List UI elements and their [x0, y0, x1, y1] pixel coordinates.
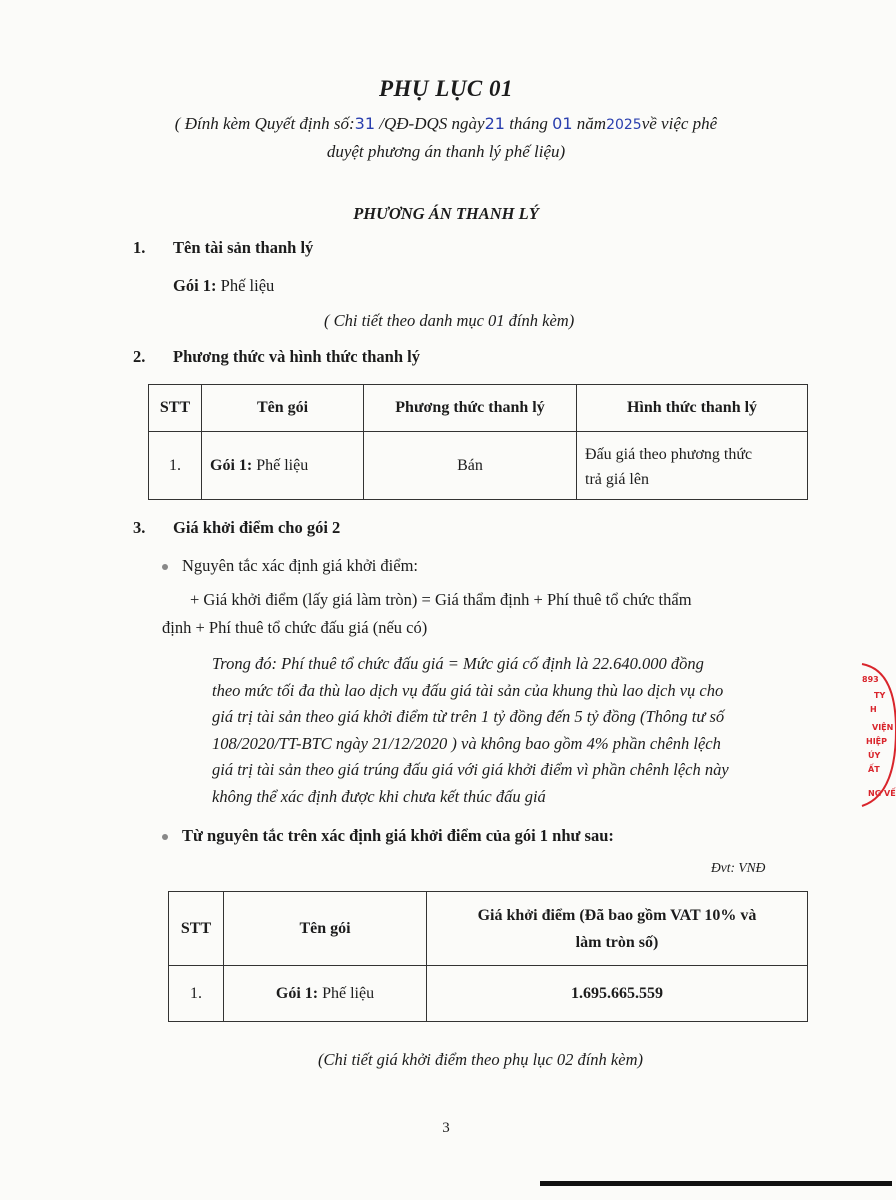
decision-reference-line-2: duyệt phương án thanh lý phế liệu) — [326, 142, 566, 161]
package-label: Gói 1: — [173, 276, 217, 295]
red-stamp — [846, 660, 896, 810]
section-1-package — [173, 276, 274, 296]
header-package-name: Tên gói — [224, 892, 427, 966]
header-disposal-method: Phương thức thanh lý — [364, 385, 577, 432]
page-title: PHỤ LỤC 01 — [378, 76, 514, 101]
header-stt: STT — [149, 385, 202, 432]
disposal-method-table — [148, 384, 808, 500]
header-starting-price — [427, 892, 808, 966]
cell-package-label: Gói 1: — [210, 456, 253, 474]
section-3-number: 3. — [133, 518, 146, 537]
cell-starting-price: 1.695.665.559 — [427, 966, 808, 1022]
handwritten-month: 01 — [552, 114, 573, 133]
handwritten-year: 2025 — [606, 117, 642, 133]
table-row — [149, 432, 808, 500]
cell-stt: 1. — [169, 966, 224, 1022]
cell-form-line-2: trả giá lên — [585, 470, 649, 488]
cell-stt: 1. — [149, 432, 202, 500]
scan-edge-bar — [540, 1181, 892, 1186]
principle-text: Nguyên tắc xác định giá khởi điểm: — [182, 556, 418, 575]
bullet-icon — [162, 834, 168, 840]
cell-form — [577, 432, 808, 500]
stamp-text: VIỆN — [872, 723, 894, 732]
explanation-line: giá trị tài sản theo giá khởi điểm từ trên 1 tỷ đồng đến 5 tỷ đồng (Thông tư số — [212, 707, 725, 726]
decision-ref-text-1: ( Đính kèm Quyết định số: — [174, 114, 355, 133]
price-bullet — [162, 826, 614, 846]
stamp-text: 893 — [862, 675, 879, 684]
bullet-icon — [162, 564, 168, 570]
handwritten-decision-number: 31 — [354, 114, 376, 133]
cell-package-name — [202, 432, 364, 500]
section-1-title: Tên tài sản thanh lý — [173, 238, 314, 257]
cell-package-text: Phế liệu — [318, 984, 375, 1002]
decision-ref-text-4: năm — [572, 114, 607, 133]
cell-package-name — [224, 966, 427, 1022]
cell-package-label: Gói 1: — [275, 984, 319, 1002]
formula-line-2: định + Phí thuê tổ chức đấu giá (nếu có) — [162, 618, 428, 637]
stamp-text: ÚY — [868, 751, 881, 760]
table-header-row — [149, 385, 808, 432]
principle-bullet — [162, 556, 418, 576]
section-2-heading — [133, 347, 733, 369]
section-2-title: Phương thức và hình thức thanh lý — [173, 347, 420, 366]
explanation-line: giá trị tài sản theo giá trúng đấu giá với giá khởi điểm vì phần chênh lệch này — [212, 760, 729, 779]
section-1-note: ( Chi tiết theo danh mục 01 đính kèm) — [324, 311, 575, 330]
decision-ref-text-3: tháng — [504, 114, 553, 133]
section-3-heading — [133, 518, 733, 540]
section-2-number: 2. — [133, 347, 146, 366]
header-price-line-1: Giá khởi điểm (Đã bao gồm VAT 10% và — [477, 906, 757, 924]
explanation-line: theo mức tối đa thù lao dịch vụ đấu giá tài sản của khung thù lao dịch vụ cho — [212, 680, 724, 700]
table-header-row — [169, 892, 808, 966]
explanation-line: 108/2020/TT-BTC ngày 21/12/2020 ) và không bao gồm 4% phần chênh lệch — [212, 733, 721, 753]
fee-explanation — [212, 651, 808, 810]
section-1-heading — [133, 238, 733, 260]
stamp-text: NG VẾ — [868, 789, 896, 798]
decision-ref-text-2: /QĐ-DQS ngày — [375, 114, 485, 133]
section-3-title: Giá khởi điểm cho gói 2 — [173, 518, 341, 537]
decision-reference-line — [0, 114, 892, 134]
stamp-ring — [862, 664, 896, 806]
formula-line-1: + Giá khởi điểm (lấy giá làm tròn) = Giá thẩm định + Phí thuê tổ chức thẩm — [190, 590, 692, 609]
price-bullet-text: Từ nguyên tắc trên xác định giá khởi điểm của gói 1 như sau: — [182, 826, 614, 845]
explanation-line: không thể xác định được khi chưa kết thúc đấu giá — [212, 786, 546, 806]
explanation-line: Trong đó: Phí thuê tổ chức đấu giá = Mức giá cố định là 22.640.000 đồng — [212, 654, 704, 673]
cell-method: Bán — [364, 432, 577, 500]
section-3-note: (Chi tiết giá khởi điểm theo phụ lục 02 đính kèm) — [318, 1050, 643, 1069]
starting-price-table — [168, 891, 808, 1022]
cell-package-text: Phế liệu — [252, 456, 309, 474]
header-stt: STT — [169, 892, 224, 966]
currency-unit: Đvt: VNĐ — [711, 860, 766, 875]
cell-form-line-1: Đấu giá theo phương thức — [585, 445, 753, 463]
package-name: Phế liệu — [216, 276, 275, 295]
stamp-text: HIỆP — [866, 737, 887, 746]
stamp-text: ẤT — [868, 765, 880, 774]
table-row — [169, 966, 808, 1022]
plan-title: PHƯƠNG ÁN THANH LÝ — [353, 204, 539, 223]
header-price-line-2: làm tròn số) — [575, 933, 659, 951]
stamp-text: TY — [874, 691, 886, 700]
handwritten-day: 21 — [484, 114, 505, 133]
section-1-number: 1. — [133, 238, 146, 257]
header-package-name: Tên gói — [202, 385, 364, 432]
decision-ref-text-5: về việc phê — [641, 114, 718, 133]
stamp-text: H — [870, 705, 877, 714]
header-disposal-form: Hình thức thanh lý — [577, 385, 808, 432]
page-number: 3 — [442, 1120, 450, 1136]
